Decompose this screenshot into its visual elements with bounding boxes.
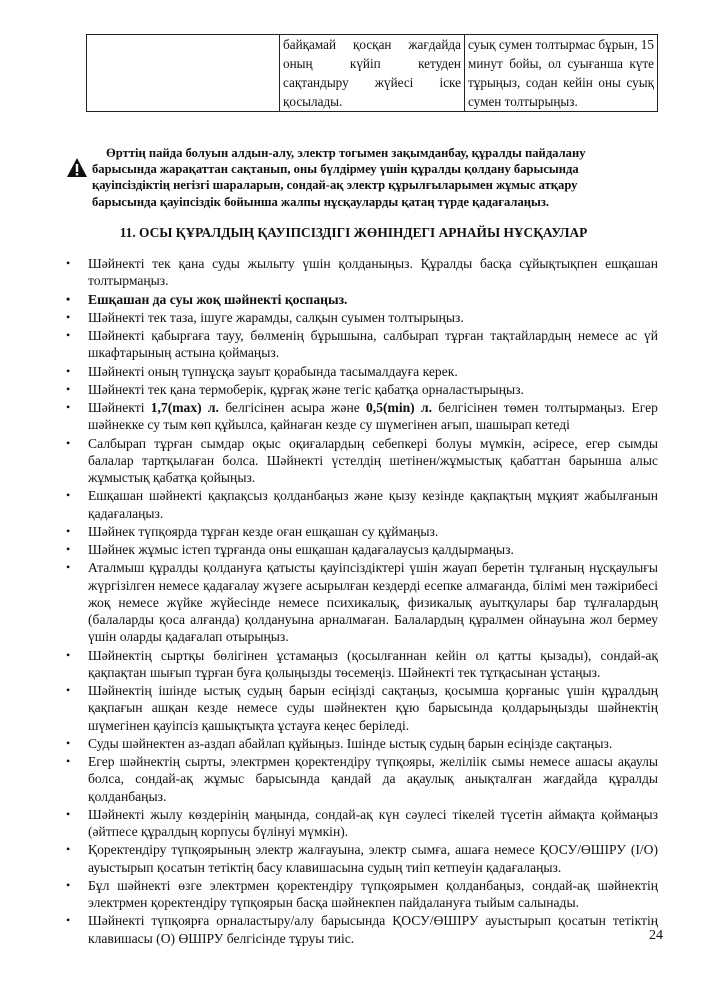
max-level-text: 1,7(max) л. — [150, 400, 219, 416]
warning-block — [66, 145, 658, 210]
list-item — [60, 399, 658, 433]
list-item-text: белгісінен асыра және — [218, 400, 366, 416]
list-item-text: Салбырап тұрған сымдар оқыс оқиғалардың себепкері болуы мүмкін, әсіресе, егер сымды балалар тартқылаған болса. Шәйнекті үстелдің шетінен/жұмыстық қабаттан барынша алыс жұмыстық қабатқа қойыңыз. — [88, 435, 658, 486]
bullet-icon: • — [66, 256, 71, 270]
table-row — [87, 35, 658, 112]
list-item — [60, 541, 658, 558]
table-cell-remedy: суық сумен толтырмас бұрын, 15 минут бойы, ол суығанша күте тұрыңыз, содан кейін оны суық сумен толтырыңыз. — [465, 35, 658, 112]
list-item-text: Ешқашан да суы жоқ шәйнекті қоспаңыз. — [88, 291, 348, 307]
safety-rules-list — [60, 255, 658, 948]
bullet-icon: • — [66, 913, 71, 928]
list-item-text: Шәйнек түпқоярда тұрған кезде оған ешқашан су құймаңыз. — [88, 523, 439, 539]
bullet-icon: • — [66, 683, 71, 698]
bullet-icon: • — [66, 806, 71, 821]
list-item — [60, 682, 658, 734]
list-item-text: Аталмыш құралды қолдануға қатысты қауіпсіздіктері үшін жауап беретін тұлғаның нұсқаулығы жүргізілген немесе қадағалау жүзеге асырылған кездерді есепке алмағанда, білімі мен тәжірибесі жоқ немесе жүйке жүйесінде немесе психикалық, физикалық ауытқулары бар тұлғалардың (балаларды қоса алғанда) қолдануына арналмаған. Балалардың құралмен ойнауына жол бермеу үшін оларды қадағалап отырыңыз. — [88, 560, 658, 645]
table-cell-description: байқамай қосқан жағдайда оның күйіп кетуден сақтандыру жүйесі іске қосылады. — [280, 35, 465, 112]
bullet-icon: • — [66, 291, 71, 306]
list-item — [60, 735, 658, 752]
bullet-icon: • — [66, 400, 71, 415]
list-item — [60, 487, 658, 521]
bullet-icon: • — [66, 542, 71, 557]
list-item-text: Шәйнекті — [88, 400, 151, 416]
list-item — [60, 806, 658, 840]
bullet-icon: • — [66, 309, 71, 324]
list-item-text: Бұл шәйнекті өзге электрмен қоректендіру түпқоярымен қолданбаңыз, сондай-ақ шәйнектің электрмен қоректендіру түпқоярын басқа шәйнекпен пайдалануға тыйым салынады. — [88, 877, 658, 910]
list-item-text: Ешқашан шәйнекті қақпақсыз қолданбаңыз және қызу кезінде қақпақтың мұқият жабылғанын қадағалаңыз. — [88, 488, 658, 521]
list-item-text: Шәйнектің сыртқы бөлігінен ұстамаңыз (қосылғаннан кейін ол қатты қызады), сондай-ақ қақпақтан шығып тұрған буға қолыңызды төсемеңіз. Шәйнекті тек тұтқасынан ұстаңыз. — [88, 647, 658, 680]
warning-text — [92, 145, 658, 210]
min-level-text: 0,5(min) л. — [366, 400, 432, 416]
safety-table-fragment — [86, 34, 658, 112]
warning-line: барысында жарақаттан сақтанып, оны бүлдірмеу үшін құралды қолдану барысында — [92, 162, 579, 177]
bullet-icon: • — [66, 735, 71, 750]
list-item — [60, 291, 658, 308]
bullet-icon: • — [66, 877, 71, 892]
bullet-icon: • — [66, 363, 71, 378]
table-cell-empty — [87, 35, 280, 112]
bullet-icon: • — [66, 842, 71, 857]
list-item — [60, 309, 658, 326]
bullet-icon: • — [66, 435, 71, 450]
warning-line: барысында қауіпсіздік бойынша жалпы нұсқауларды қатаң түрде қадағалаңыз. — [92, 194, 550, 209]
list-item — [60, 363, 658, 380]
list-item-text: Шәйнекті оның түпнұсқа зауыт қорабында тасымалдауға керек. — [88, 363, 458, 379]
list-item-text: Шәйнекті түпқоярға орналастыру/алу барысында ҚОСУ/ӨШІРУ ауыстырып қосатын тетіктің клавишасы (О) ӨШІРУ белгісінде тұруы тиіс. — [88, 913, 658, 946]
list-item — [60, 912, 658, 946]
list-item-text: Шәйнекті тек таза, ішуге жарамды, салқын суымен толтырыңыз. — [88, 309, 464, 325]
list-item-text: Егер шәйнектің сырты, электрмен қоректендіру түпқояры, желіліік сымы немесе ашасы ақаулы болса, сондай-ақ жұмыс барысында қандай да ақаулық анықталған жағдайда құралды қолданбаңыз. — [88, 754, 658, 804]
warning-line: Өрттің пайда болуын алдын-алу, электр тогымен зақымданбау, құралды пайдалану — [106, 146, 586, 160]
list-item-text: Суды шәйнектен аз-аздап абайлап құйыңыз. Ішінде ыстық судың барын есіңізде сақтаңыз. — [88, 735, 613, 751]
list-item-text: Шәйнекті тек қана термоберік, құрғақ және тегіс қабатқа орналастырыңыз. — [88, 381, 524, 397]
section-heading: 11. ОСЫ ҚҰРАЛДЫҢ ҚАУІПСІЗДІГІ ЖӨНІНДЕГІ АРНАЙЫ НҰСҚАУЛАР — [119, 225, 588, 240]
warning-triangle-icon — [66, 157, 88, 179]
list-item-text: Қоректендіру түпқоярының электр жалғауына, электр сымға, ашаға немесе ҚОСУ/ӨШІРУ (I/O) ауыстырып қосатын тетіктің басу клавишасына судың тиіп кетпеуін қадағалаңыз. — [88, 842, 658, 875]
list-item — [60, 647, 658, 681]
list-item-text: Шәйнектің ішінде ыстық судың барын есіңізді сақтаңыз, қосымша қорғаныс үшін құралдың қақпағын ашқан кезде немесе суды шәйнектен құю барысында қолдарыңызды шәйнектің шүмегінен қауіпсіз қашықтықта ұстауға кеңес беріледі. — [88, 683, 658, 733]
list-item — [60, 523, 658, 540]
bullet-icon: • — [66, 523, 71, 538]
list-item-text: белгісінен төмен толтырмаңыз. Егер шәйнекке су тым көп құйылса, қайнаған кезде су шүмегінен ағып, шашырап кетеді — [88, 400, 658, 433]
list-item — [60, 381, 658, 398]
list-item — [60, 255, 658, 289]
list-item — [60, 435, 658, 487]
list-item-text: Шәйнекті тек қана суды жылыту үшін қолданыңыз. Құралды басқа сұйықтықпен ешқашан толтырмаңыз. — [88, 256, 658, 289]
list-item — [60, 753, 658, 805]
page-number: 24 — [649, 928, 663, 943]
bullet-icon: • — [66, 560, 71, 575]
bullet-icon: • — [66, 647, 71, 662]
warning-line: қауіпсіздіктің негізгі шараларын, сондай-ақ электр құрылғыларымен жұмыс атқару — [92, 178, 578, 193]
bullet-icon: • — [66, 328, 71, 343]
list-item-text: Шәйнекті қабырғаға тауу, бөлменің бұрышына, салбырап тұрған тақтайлардың немесе ас үй шкафтарының астына қоймаңыз. — [88, 328, 658, 361]
bullet-icon: • — [66, 381, 71, 396]
list-item-text: Шәйнек жұмыс істеп тұрғанда оны ешқашан қадағалаусыз қалдырмаңыз. — [88, 542, 514, 558]
list-item — [60, 327, 658, 361]
list-item-text: Шәйнекті жылу көздерінің маңында, сондай-ақ күн сәулесі тікелей түсетін аймақта қоймаңыз (әйтпесе құралдың корпусы бүлінуі мүмкін). — [88, 806, 658, 839]
bullet-icon: • — [66, 488, 71, 503]
list-item — [60, 559, 658, 645]
bullet-icon: • — [66, 754, 71, 769]
list-item — [60, 877, 658, 911]
list-item — [60, 841, 658, 875]
